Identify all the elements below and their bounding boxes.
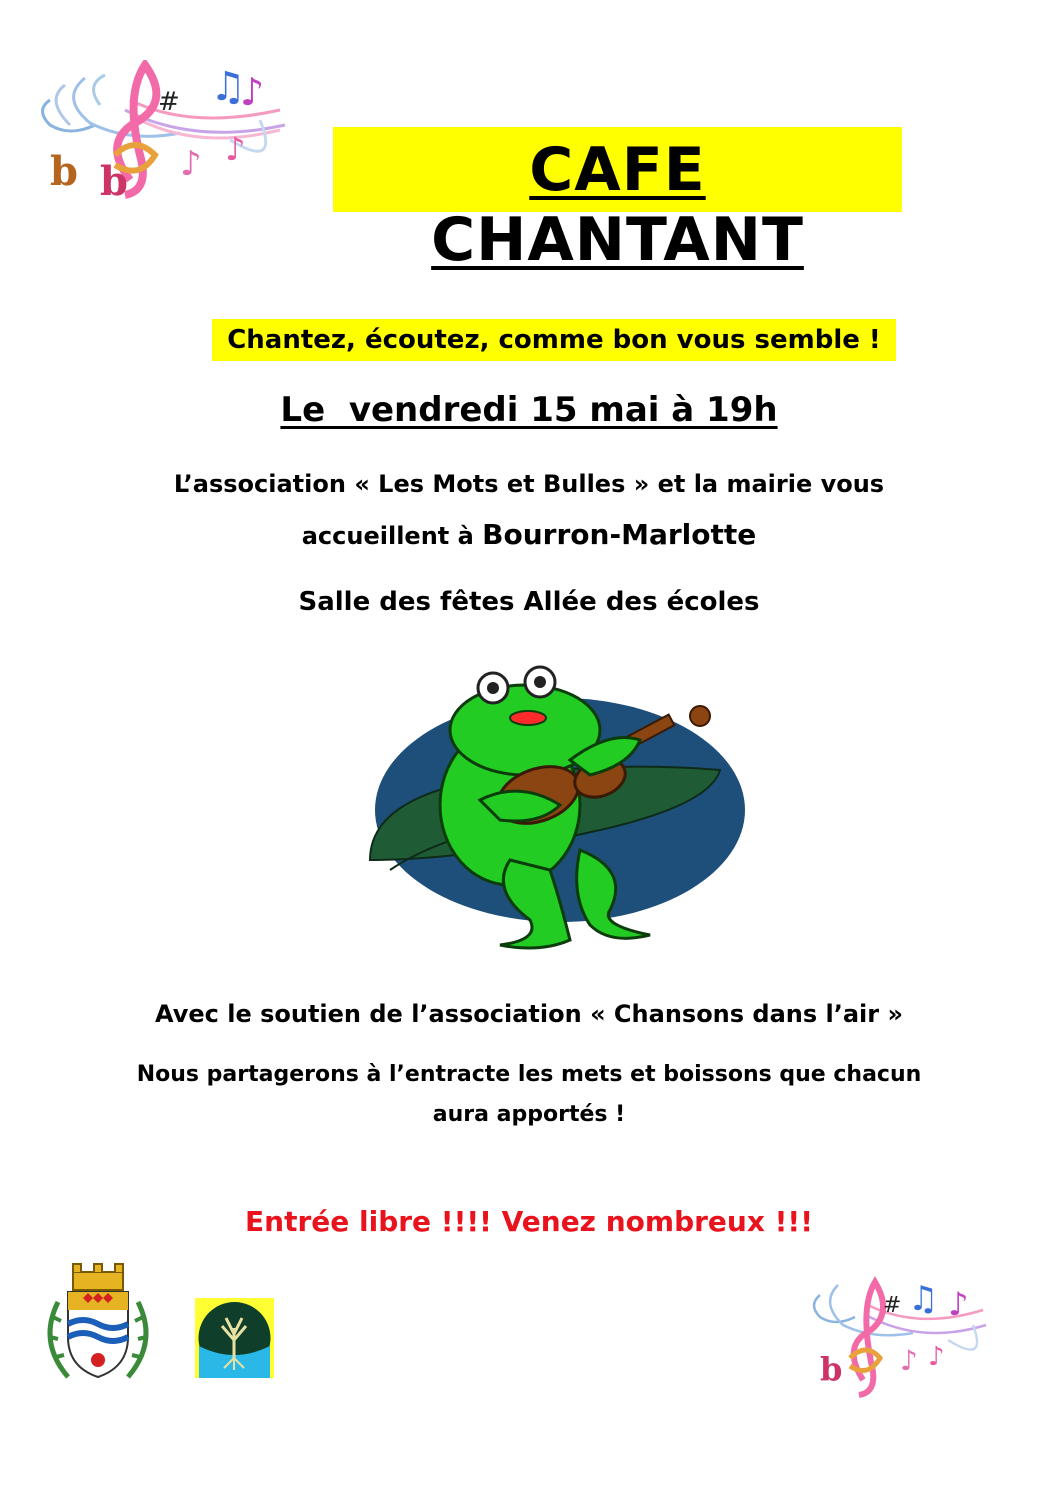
svg-text:♪: ♪ [180, 144, 202, 184]
svg-text:♪: ♪ [240, 70, 265, 114]
svg-text:b: b [820, 1350, 843, 1388]
support-line: Avec le soutien de l’association « Chansons dans l’air » [155, 1000, 903, 1028]
svg-text:#: # [883, 1293, 902, 1318]
frog-guitar-illustration [360, 660, 750, 960]
svg-text:b: b [50, 148, 78, 195]
svg-text:♫: ♫ [908, 1279, 939, 1319]
page-title: CAFE CHANTANT [431, 135, 804, 275]
tagline: Chantez, écoutez, comme bon vous semble ! [212, 319, 896, 361]
svg-text:#: # [158, 87, 180, 117]
svg-text:♪: ♪ [225, 130, 246, 168]
town-crest-icon [38, 1262, 158, 1390]
call-to-action: Entrée libre !!!! Venez nombreux !!! [245, 1205, 813, 1238]
svg-text:b: b [100, 158, 128, 205]
town-name: Bourron-Marlotte [482, 518, 757, 551]
svg-text:♪: ♪ [948, 1285, 969, 1323]
music-notes-icon [30, 60, 290, 210]
music-notes-icon [808, 1270, 988, 1405]
venue: Salle des fêtes Allée des écoles [298, 587, 760, 617]
invitation-line-2 [0, 518, 1058, 551]
invitation-prefix: accueillent à [301, 522, 474, 550]
svg-text:♫: ♫ [210, 64, 246, 110]
invitation-line-1: L’association « Les Mots et Bulles » et la mairie vous [173, 470, 885, 498]
sharing-line-1: Nous partagerons à l’entracte les mets et boissons que chacun [136, 1062, 922, 1087]
svg-text:♪: ♪ [900, 1344, 918, 1377]
association-tree-logo [195, 1298, 274, 1378]
svg-text:♪: ♪ [928, 1342, 945, 1372]
event-date: Le vendredi 15 mai à 19h [280, 390, 778, 430]
sharing-line-2: aura apportés ! [432, 1102, 626, 1127]
